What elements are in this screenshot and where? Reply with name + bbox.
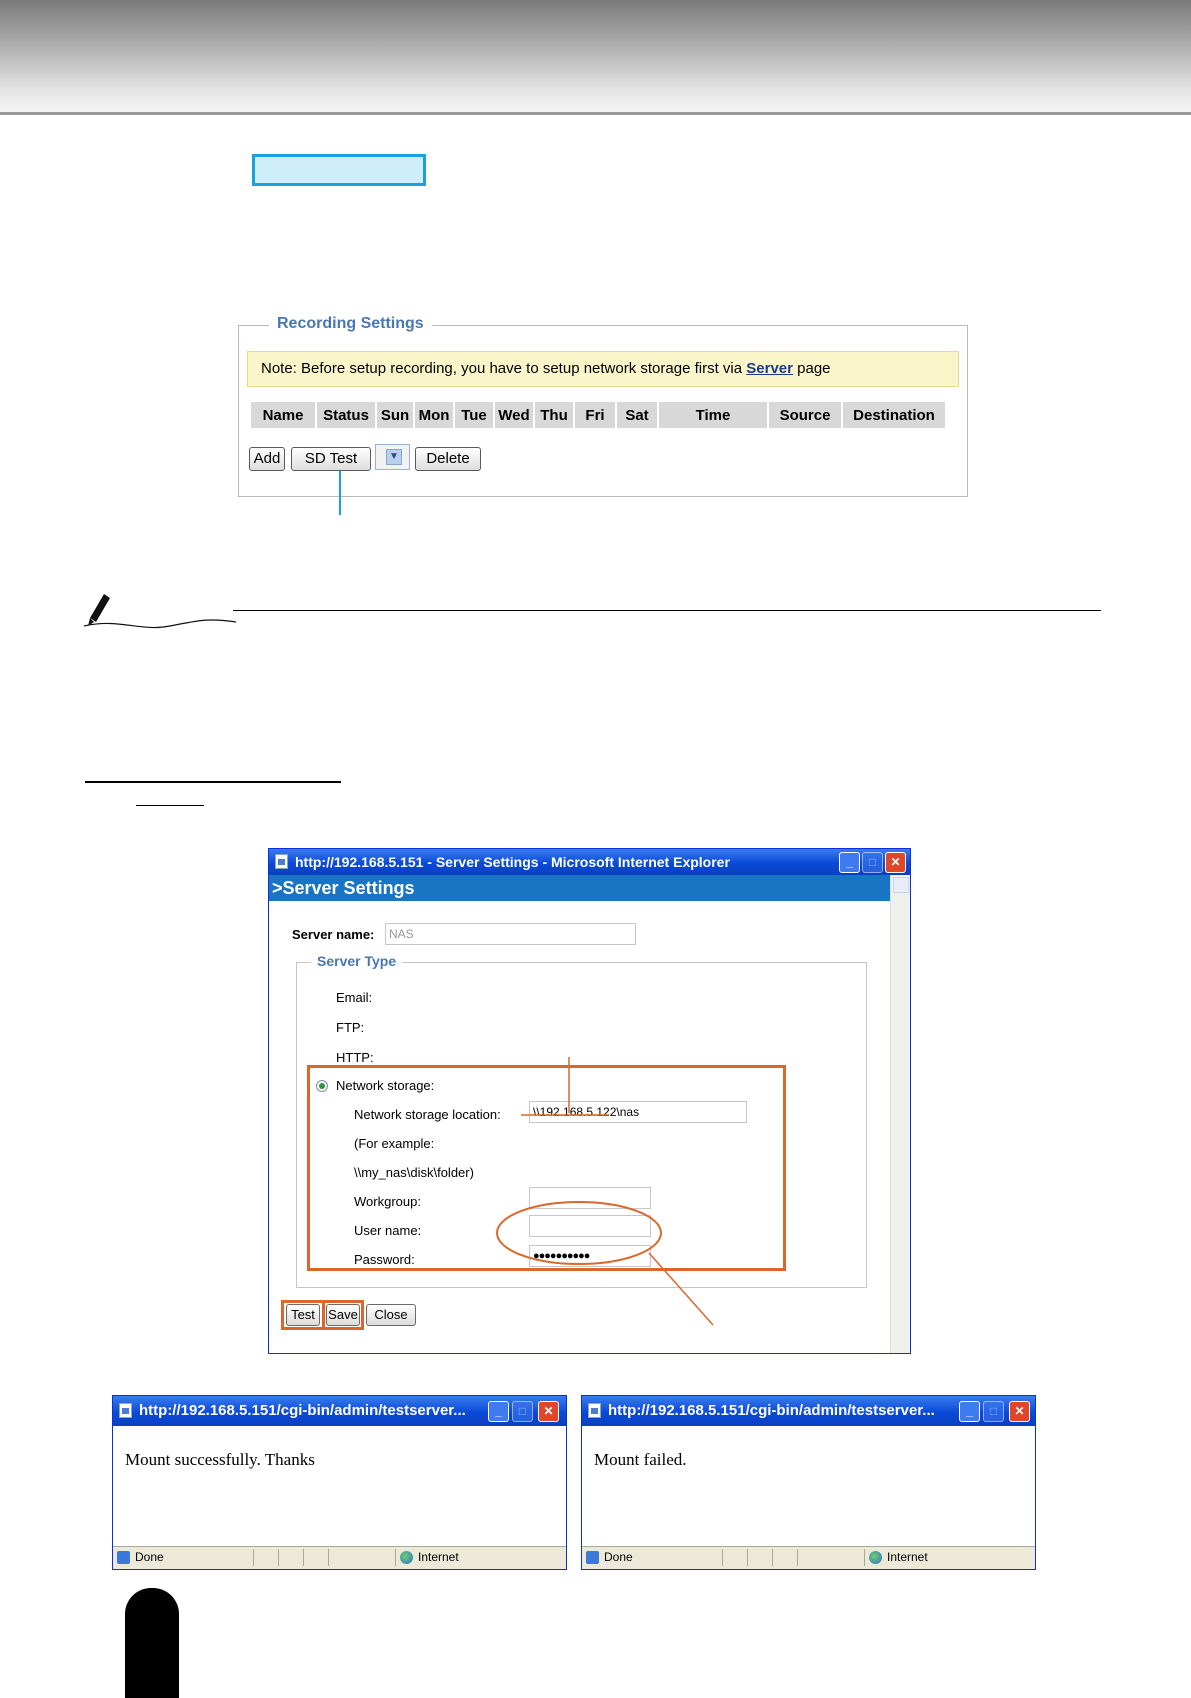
delete-button[interactable]: Delete bbox=[415, 447, 481, 471]
success-message: Mount successfully. Thanks bbox=[125, 1450, 315, 1469]
internet-globe-icon bbox=[400, 1551, 413, 1564]
status-separator bbox=[772, 1549, 773, 1566]
maximize-icon: □ bbox=[862, 852, 883, 873]
minimize-icon[interactable]: _ bbox=[959, 1401, 980, 1422]
maximize-icon: □ bbox=[512, 1401, 533, 1422]
server-name-input[interactable]: NAS bbox=[385, 923, 636, 945]
column-header-tue: Tue bbox=[455, 402, 493, 428]
column-header-sun: Sun bbox=[377, 402, 413, 428]
status-separator bbox=[278, 1549, 279, 1566]
server-settings-window-title: http://192.168.5.151 - Server Settings - Microsoft Internet Explorer bbox=[295, 854, 730, 870]
note-divider bbox=[233, 610, 1101, 611]
save-button-highlight bbox=[322, 1300, 364, 1330]
success-popup-titlebar bbox=[113, 1396, 566, 1426]
workgroup-label: Workgroup: bbox=[354, 1194, 421, 1209]
column-header-sat: Sat bbox=[617, 402, 657, 428]
minimize-icon[interactable]: _ bbox=[488, 1401, 509, 1422]
server-settings-window bbox=[268, 848, 911, 1354]
failed-popup-title: http://192.168.5.151/cgi-bin/admin/testserver... bbox=[608, 1402, 935, 1419]
recording-table bbox=[249, 402, 947, 428]
column-header-mon: Mon bbox=[415, 402, 453, 428]
subheading-underline bbox=[136, 805, 204, 806]
close-icon[interactable]: ✕ bbox=[538, 1401, 559, 1422]
column-header-source: Source bbox=[769, 402, 841, 428]
recording-note bbox=[247, 351, 959, 387]
save-button[interactable]: Save bbox=[326, 1304, 360, 1326]
ie-page-icon bbox=[588, 1403, 601, 1418]
test-button[interactable]: Test bbox=[286, 1304, 320, 1326]
page-header-band bbox=[0, 0, 1191, 115]
example-line-2: \\my_nas\disk\folder) bbox=[354, 1165, 474, 1180]
success-popup-title: http://192.168.5.151/cgi-bin/admin/testserver... bbox=[139, 1402, 466, 1419]
column-header-fri: Fri bbox=[575, 402, 615, 428]
status-separator bbox=[797, 1549, 798, 1566]
recording-dropdown[interactable] bbox=[375, 444, 410, 470]
section-heading-underline bbox=[85, 781, 341, 783]
column-header-wed: Wed bbox=[495, 402, 533, 428]
sd-test-callout-line bbox=[339, 471, 341, 515]
column-header-name: Name bbox=[251, 402, 315, 428]
status-separator bbox=[253, 1549, 254, 1566]
ie-page-icon bbox=[117, 1551, 130, 1564]
failed-message: Mount failed. bbox=[594, 1450, 687, 1469]
recording-settings-legend: Recording Settings bbox=[269, 315, 432, 333]
status-separator bbox=[864, 1549, 865, 1566]
ns-location-input[interactable]: \\192.168.5.122\nas bbox=[529, 1101, 747, 1123]
page-tab-marker bbox=[125, 1588, 179, 1698]
recording-settings-panel bbox=[238, 315, 968, 497]
close-button[interactable]: Close bbox=[366, 1304, 416, 1326]
success-statusbar bbox=[113, 1546, 566, 1569]
password-label: Password: bbox=[354, 1252, 415, 1267]
internet-globe-icon bbox=[869, 1551, 882, 1564]
status-done-text: Done bbox=[604, 1550, 633, 1564]
server-type-network-storage-label[interactable]: Network storage: bbox=[336, 1078, 435, 1093]
ie-page-icon bbox=[586, 1551, 599, 1564]
status-separator bbox=[747, 1549, 748, 1566]
chapter-highlight-box bbox=[252, 154, 426, 186]
pen-note-icon bbox=[80, 588, 240, 634]
status-zone-text: Internet bbox=[418, 1550, 459, 1564]
column-header-status: Status bbox=[317, 402, 375, 428]
server-type-http-label[interactable]: HTTP: bbox=[336, 1050, 374, 1065]
server-page-link[interactable]: Server bbox=[746, 360, 793, 377]
example-line-1: (For example: bbox=[354, 1136, 435, 1151]
status-separator bbox=[303, 1549, 304, 1566]
test-button-highlight bbox=[281, 1300, 325, 1330]
callout-lines bbox=[269, 849, 911, 1354]
ie-page-icon bbox=[119, 1403, 132, 1418]
server-type-ftp-label[interactable]: FTP: bbox=[336, 1020, 365, 1035]
status-done-text: Done bbox=[135, 1550, 164, 1564]
mount-failed-popup bbox=[581, 1395, 1036, 1570]
failed-statusbar bbox=[582, 1546, 1035, 1569]
server-settings-header: >Server Settings bbox=[269, 875, 891, 901]
sd-test-button[interactable]: SD Test bbox=[291, 447, 371, 471]
maximize-icon: □ bbox=[983, 1401, 1004, 1422]
chevron-down-icon: ▼ bbox=[386, 449, 402, 465]
column-header-destination: Destination bbox=[843, 402, 945, 428]
server-name-label: Server name: bbox=[292, 927, 375, 942]
username-label: User name: bbox=[354, 1223, 422, 1238]
close-icon[interactable]: ✕ bbox=[1009, 1401, 1030, 1422]
password-input[interactable]: ●●●●●●●●●● bbox=[529, 1245, 651, 1267]
add-button[interactable]: Add bbox=[249, 447, 285, 471]
status-separator bbox=[395, 1549, 396, 1566]
mount-success-popup bbox=[112, 1395, 567, 1570]
server-type-legend: Server Type bbox=[311, 953, 402, 969]
ns-location-label: Network storage location: bbox=[354, 1107, 501, 1122]
close-icon[interactable]: ✕ bbox=[885, 852, 906, 873]
recording-note-suffix: page bbox=[792, 360, 831, 377]
column-header-thu: Thu bbox=[535, 402, 573, 428]
recording-note-text: Note: Before setup recording, you have to setup network storage first via bbox=[261, 360, 747, 377]
minimize-icon[interactable]: _ bbox=[839, 852, 860, 873]
status-separator bbox=[722, 1549, 723, 1566]
status-zone-text: Internet bbox=[887, 1550, 928, 1564]
status-separator bbox=[328, 1549, 329, 1566]
failed-popup-titlebar bbox=[582, 1396, 1035, 1426]
column-header-time: Time bbox=[659, 402, 767, 428]
server-type-email-label[interactable]: Email: bbox=[336, 990, 373, 1005]
